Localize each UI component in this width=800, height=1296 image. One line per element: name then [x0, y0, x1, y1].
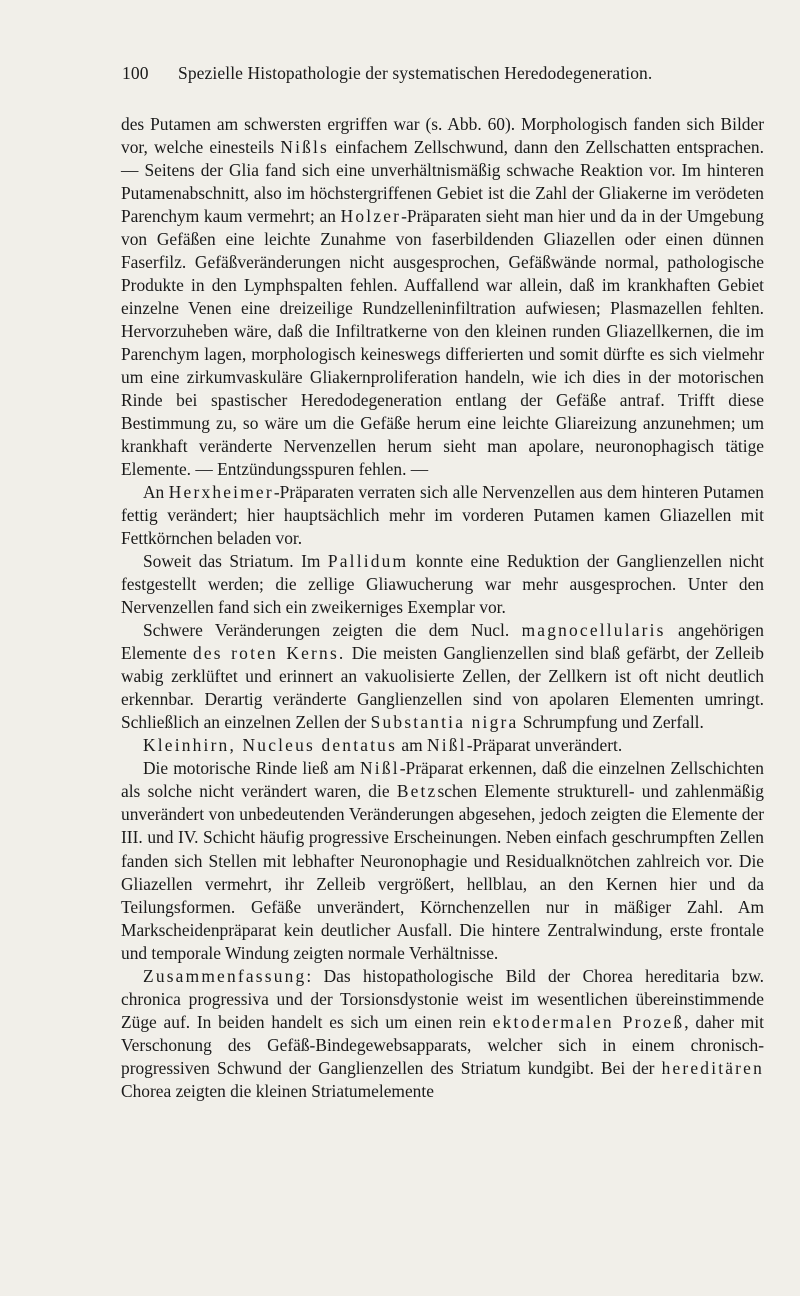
text-run: An [143, 482, 169, 503]
text-run: Chorea zeigten die kleinen Striatumelemente [121, 1080, 434, 1101]
paragraph [121, 965, 764, 1103]
text-run: Die motorische Rinde ließ am [143, 758, 361, 779]
paragraph [121, 757, 764, 964]
spaced-emphasis-text: Betz [396, 781, 438, 802]
spaced-emphasis-text: des roten Kerns. [192, 643, 346, 664]
text-run: am [397, 735, 427, 756]
text-run: einfachem Zellschwund, dann den Zellschatten entsprachen. — Seitens der Glia fand sich eine unverhältnismäßig schwache Reaktion vor. Im hinteren Putamenabschnitt, also im höchstergriffenen Gebiet ist die Zahl der Gliakerne im verödeten Parenchym kaum vermehrt; an [121, 137, 764, 227]
page-number: 100 [122, 63, 149, 83]
paragraph [121, 619, 764, 734]
spaced-emphasis-text: Substantia nigra [370, 712, 519, 733]
spaced-emphasis-text: ektodermalen Prozeß [492, 1011, 685, 1032]
paragraph [121, 550, 764, 619]
spaced-emphasis-text: hereditären [661, 1057, 764, 1078]
text-run: Soweit das Striatum. Im [143, 551, 328, 572]
text-run: -Präparat erkennen, daß die einzelnen Zellschichten als solche nicht verändert waren, die [121, 758, 764, 802]
text-run: , daher mit Verschonung des Gefäß-Bindegewebsapparats, welcher sich in einem chronisch-progressiven Schwund der Ganglienzellen des Striatum kundgibt. Bei der [121, 1011, 765, 1078]
spaced-emphasis-text: Zusammenfassung [143, 965, 307, 986]
text-run: des Putamen am schwersten ergriffen war (s. Abb. 60). Morphologisch fanden sich Bilder vor, welche einesteils [121, 114, 764, 158]
paragraph [121, 481, 764, 550]
text-run: schen Elemente strukturell- und zahlenmäßig unverändert von unbedeutenden Veränderungen abgesehen, jedoch zeigten die Elemente der III. und IV. Schicht häufig progressive Erscheinungen. Neben einfach geschrumpften Zellen fanden sich Stellen mit lebhafter Neuronophagie und Residualknötchen zahlreich vor. Die Gliazellen vermehrt, ihr Zelleib vergrößert, hellblau, an den Kernen hier und da Teilungsformen. Gefäße unverändert, Körnchenzellen nur in mäßiger Zahl. Am Markscheidenpräparat kein deutlicher Ausfall. Die hintere Zentralwindung, erste frontale und temporale Windung zeigten normale Verhältnisse. [121, 781, 764, 963]
text-run: Schwere Veränderungen zeigten die dem Nucl. [143, 620, 522, 641]
text-run: -Präparaten verraten sich alle Nervenzellen aus dem hinteren Putamen fettig verändert; hier hauptsächlich mehr im vorderen Putamen kamen Gliazellen mit Fettkörnchen beladen vor. [121, 482, 764, 549]
text-run: -Präparaten sieht man hier und da in der Umgebung von Gefäßen eine leichte Zunahme von faserbildenden Gliazellen oder einen dünnen Faserfilz. Gefäßveränderungen nicht ausgesprochen, Gefäßwände normal, pathologische Produkte in den Lymphspalten fehlen. Auffallend war allein, daß im krankhaften Gebiet einzelne Venen eine dreizeilige Rundzelleninfiltration aufwiesen; Plasmazellen fehlten. Hervorzuheben wäre, daß die Infiltratkerne von den kleinen runden Gliazellkernen, die im Parenchym lagen, morphologisch keineswegs differierten und somit dürfte es sich vielmehr um eine zirkumvaskuläre Gliakernproliferation handeln, wie ich dies in der motorischen Rinde bei spastischer Heredodegeneration entlang der Gefäße antraf. Trifft diese Bestimmung zu, so wäre um die Gefäße herum eine leichte Gliareizung anzunehmen; um krankhaft veränderte Nervenzellen herum sieht man apolare, neuronophagisch tätige Elemente. — Entzündungsspuren fehlen. — [121, 206, 764, 480]
spaced-emphasis-text: Herxheimer [168, 482, 274, 503]
spaced-emphasis-text: Nißls [280, 137, 330, 158]
paragraph [121, 734, 764, 757]
spaced-emphasis-text: Holzer [340, 206, 402, 227]
text-run: Schrumpfung und Zerfall. [518, 712, 704, 733]
spaced-emphasis-text: Nißl [427, 735, 467, 756]
spaced-emphasis-text: Kleinhirn, Nucleus dentatus [143, 735, 398, 756]
text-run: konnte eine Reduktion der Ganglienzellen nicht festgestellt werden; die zellige Gliawucherung war mehr ausgesprochen. Unter den Nervenzellen fand sich ein zweikerniges Exemplar vor. [121, 551, 764, 618]
paragraph [121, 113, 764, 481]
running-title: Spezielle Histopathologie der systematischen Heredodegeneration. [178, 63, 653, 83]
spaced-emphasis-text: Pallidum [327, 551, 409, 572]
running-header [122, 62, 762, 84]
text-run: : Das histopathologische Bild der Chorea hereditaria bzw. chronica progressiva und der Torsionsdystonie weist im wesentlichen übereinstimmende Züge auf. In beiden handelt es sich um einen rein [121, 965, 764, 1032]
spaced-emphasis-text: magnocellularis [521, 620, 666, 641]
body-text [121, 113, 764, 1103]
text-run: angehörigen Elemente [121, 620, 764, 664]
text-run: -Präparat unverändert. [466, 735, 623, 756]
spaced-emphasis-text: Nißl [360, 758, 400, 779]
text-run: Die meisten Ganglienzellen sind blaß gefärbt, der Zelleib wabig zerklüftet und erinnert an vakuolisierte Zellen, der Zellkern ist oft nicht deutlich erkennbar. Derartig veränderte Ganglienzellen sind von apolaren Elementen umringt. Schließlich an einzelnen Zellen der [121, 643, 764, 733]
